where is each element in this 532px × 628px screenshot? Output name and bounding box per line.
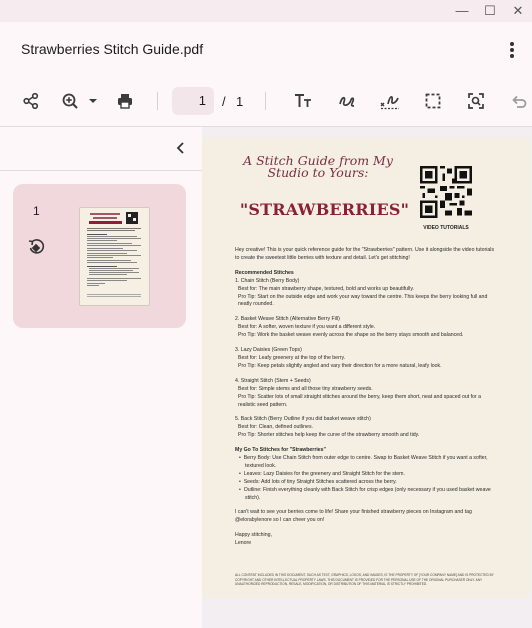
- zoom-in-icon: [61, 92, 99, 110]
- recommended-heading: Recommended Stitches: [235, 269, 294, 276]
- pdf-page: [202, 137, 530, 598]
- stitch-best-for: Best for: Leafy greenery at the top of the berry.: [238, 354, 346, 361]
- stitch-pro-tip: Pro Tip: Keep petals slightly angled and vary their direction for a more natural, leafy look.: [238, 362, 442, 369]
- toolbar: [0, 82, 532, 120]
- draw-icon: [337, 92, 357, 110]
- toolbar-divider: [157, 92, 158, 110]
- goto-list-item: • Berry Body: Use Chain Stitch from outer edge to centre. Swap to Basket Weave Stitch if you want a softer, textured look.: [239, 455, 488, 469]
- window-titlebar: [0, 0, 532, 22]
- goto-list-item: • Leaves: Lazy Daisies for the greenery and Straight Stitch for the stem.: [239, 470, 405, 477]
- stitch-title: 3. Lazy Daisies (Green Tops): [235, 347, 302, 354]
- document-main-title: "STRAWBERRIES": [239, 200, 410, 219]
- chevron-left-icon: [173, 139, 189, 157]
- more-vert-icon: [504, 40, 520, 60]
- document-viewer[interactable]: [202, 127, 532, 628]
- more-options-button[interactable]: [504, 40, 520, 60]
- stitch-best-for: Best for: Clean, defined outlines.: [238, 424, 313, 431]
- select-area-button[interactable]: [422, 82, 444, 120]
- sidebar-divider: [0, 170, 202, 171]
- select-area-icon: [424, 92, 442, 110]
- signoff-line: Happy stitching,: [235, 532, 272, 539]
- stitch-best-for: Best for: Simple stems and all those tiny strawberry seeds.: [238, 385, 373, 392]
- goto-list-item: • Outline: Finish everything cleanly with Back Stitch for crisp edges (only necessary if you used basket weave stitch).: [239, 486, 491, 501]
- print-button[interactable]: [114, 82, 136, 120]
- document-script-title: A Stitch Guide from My Studio to Yours:: [243, 153, 393, 180]
- goto-list-item: • Seeds: Add lots of tiny Straight Stitches scattered across the berry.: [239, 478, 397, 485]
- stitch-best-for: Best for: The main strawberry shape, textured, bold and works up beautifully.: [238, 285, 414, 292]
- stitch-pro-tip: Pro Tip: Start on the outside edge and work your way toward the centre. This keeps the berry looking full and neatly rounded.: [238, 293, 488, 308]
- stitch-pro-tip: Pro Tip: Work the basket weave evenly across the shape so the berry stays smooth and balanced.: [238, 332, 464, 339]
- current-page-input[interactable]: 1: [172, 87, 214, 115]
- stitch-pro-tip: Pro Tip: Shorter stitches help keep the curve of the strawberry smooth and tidy.: [238, 432, 420, 439]
- stitch-title: 5. Back Stitch (Berry Outline if you did basket weave stitch): [235, 416, 371, 423]
- copyright-fine-print: ALL CONTENT INCLUDED IN THIS DOCUMENT, SUCH AS TEXT, GRAPHICS, LOGOS, AND IMAGES, IS THE PROPERTY OF [YOUR COMPANY NAME] AND IS PROTECTED BY COPYRIGHT AND OTHER INTELLECTUAL PROPERTY LAWS. THIS DOCUMENT IS PROVIDED FOR THE PERSONAL USE OF THE ORIGINAL PURCHASER ONLY. ANY UNAUTHORIZED REPRODUCTION, RESALE, MODIFICATION, OR DISTRIBUTION OF THIS MATERIAL IS STRICTLY PROHIBITED.: [235, 573, 494, 587]
- qr-caption: VIDEO TUTORIALS: [423, 225, 469, 231]
- stitch-title: 1. Chain Stitch (Berry Body): [235, 277, 300, 284]
- collapse-sidebar-button[interactable]: [173, 139, 189, 157]
- page-thumbnail[interactable]: [79, 207, 150, 306]
- document-title: Strawberries Stitch Guide.pdf: [21, 41, 204, 57]
- signature-button[interactable]: [378, 82, 402, 120]
- undo-icon: [510, 92, 528, 110]
- qr-code-image: [420, 166, 472, 218]
- stitch-pro-tip: Pro Tip: Scatter lots of small straight stitches around the berry, keep them short, neat and spaced out for a realistic seed pattern.: [238, 393, 481, 408]
- toolbar-divider: [265, 92, 266, 110]
- thumbnail-page-number: 1: [33, 204, 40, 218]
- stitch-title: 4. Straight Stitch (Stem + Seeds): [235, 377, 311, 384]
- zoom-button[interactable]: [60, 82, 100, 120]
- text-size-icon: [293, 92, 313, 110]
- share-icon: [22, 92, 40, 110]
- minimize-button[interactable]: —: [455, 3, 469, 18]
- signoff-name: Lenore: [235, 540, 252, 547]
- print-icon: [116, 92, 134, 110]
- goto-heading: My Go To Stitches for "Strawberries": [235, 447, 327, 454]
- intro-paragraph: Hey creative! This is your quick reference guide for the "Strawberries" pattern. Use it alongside the video tutorials to create the sweetest little berries with texture and detail. Let's get stitching!: [235, 247, 495, 261]
- page-separator: /: [222, 94, 226, 109]
- text-size-button[interactable]: [292, 82, 314, 120]
- stitch-best-for: Best for: A softer, woven texture if you want a different style.: [238, 324, 376, 331]
- total-pages: 1: [236, 94, 244, 109]
- close-button[interactable]: ✕: [512, 3, 524, 18]
- lens-search-button[interactable]: [465, 82, 487, 120]
- share-button[interactable]: [20, 82, 42, 120]
- draw-button[interactable]: [336, 82, 358, 120]
- rotate-icon: [27, 238, 45, 256]
- thumbnail-preview-image: [80, 208, 149, 305]
- stitch-title: 2. Basket Weave Stitch (Alternative Berry Fill): [235, 316, 340, 323]
- undo-button[interactable]: [508, 82, 530, 120]
- page-thumbnail-card[interactable]: [13, 184, 186, 328]
- closing-paragraph: I can't wait to see your berries come to life! Share your finished strawberry pieces on Instagram and tag @elorabylenore so I can cheer you on!: [235, 509, 472, 524]
- screenshot-search-icon: [467, 92, 485, 110]
- signature-icon: [379, 92, 401, 110]
- document-body: [235, 247, 497, 548]
- rotate-page-button[interactable]: [27, 238, 45, 256]
- maximize-button[interactable]: ☐: [484, 3, 496, 18]
